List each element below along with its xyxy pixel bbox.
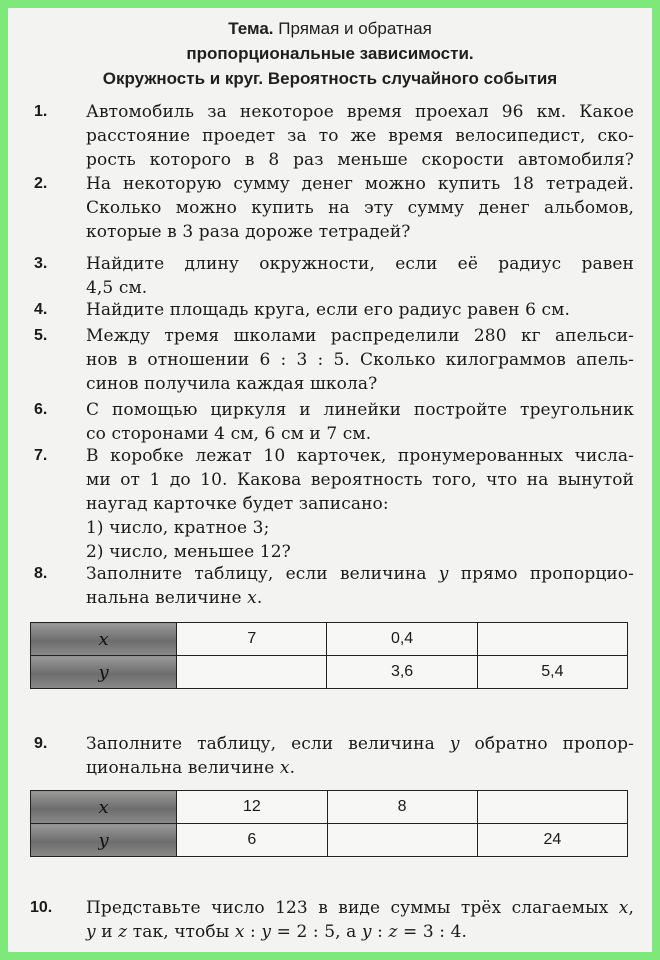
table-row-y <box>31 656 628 689</box>
task-text: = 2 : 5, а <box>271 922 362 942</box>
task-line: рость которого в 8 раз меньше скорости автомобиля? <box>86 150 634 170</box>
variable-y: y <box>261 922 272 942</box>
worksheet-page <box>8 8 652 952</box>
task-line: В коробке лежат 10 карточек, пронумерованных числа- <box>86 446 634 466</box>
task-number: 6. <box>34 401 48 418</box>
table-row-x <box>31 623 628 656</box>
task-text: Представьте число 123 в виде суммы трёх слагаемых <box>86 898 619 918</box>
task-text: Заполните таблицу, если величина <box>86 564 439 584</box>
task-line <box>86 586 634 610</box>
task-text: прямо пропорцио- <box>448 564 634 584</box>
table-row-y <box>31 824 628 857</box>
task-number: 10. <box>30 899 53 916</box>
task-line: Между тремя школами распределили 280 кг апельси- <box>86 326 634 346</box>
task-text: : <box>371 922 389 942</box>
task-line: синов получила каждая школа? <box>86 374 378 394</box>
task-line: Найдите длину окружности, если её радиус равен <box>86 254 634 274</box>
task-text: и <box>95 922 119 942</box>
row-label-x: x <box>31 623 177 656</box>
table-cell[interactable] <box>477 623 627 656</box>
table-cell[interactable]: 3,6 <box>327 656 477 689</box>
task-text: . <box>289 758 296 778</box>
task-text: циональна величине <box>86 758 280 778</box>
table-cell[interactable]: 8 <box>327 791 477 824</box>
title-line-3: Окружность и круг. Вероятность случайного события <box>102 69 558 88</box>
task-line <box>86 756 634 780</box>
task-number: 1. <box>34 103 48 120</box>
task-line: наугад карточке будет записано: <box>86 494 389 514</box>
task-text: так, чтобы <box>127 922 235 942</box>
task-number: 7. <box>34 447 48 464</box>
task-line: С помощью циркуля и линейки постройте треугольник <box>86 400 634 420</box>
row-label-y: y <box>31 824 177 857</box>
task-line: нов в отношении 6 : 3 : 5. Сколько килограммов апель- <box>86 350 634 370</box>
task-line: 4,5 см. <box>86 278 148 298</box>
table-cell[interactable]: 12 <box>177 791 327 824</box>
variable-y: y <box>449 734 460 754</box>
task-line: 1) число, кратное 3; <box>86 518 270 538</box>
task-number: 9. <box>34 735 48 752</box>
task-text: : <box>244 922 262 942</box>
table-cell[interactable]: 0,4 <box>327 623 477 656</box>
table-row-x <box>31 791 628 824</box>
task-line <box>86 562 634 586</box>
task-text: обратно пропор- <box>459 734 634 754</box>
variable-x: x <box>279 758 290 778</box>
title-topic-label: Тема. <box>228 19 274 38</box>
row-label-y: y <box>31 656 177 689</box>
worksheet-title <box>8 16 652 91</box>
table-inverse-proportion <box>30 790 628 857</box>
table-cell[interactable] <box>177 656 327 689</box>
table-cell[interactable]: 5,4 <box>477 656 627 689</box>
task-line: со сторонами 4 см, 6 см и 7 см. <box>86 424 372 444</box>
task-line: ми от 1 до 10. Какова вероятность того, что на вынутой <box>86 470 634 490</box>
task-line: Сколько можно купить на эту сумму денег альбомов, <box>86 198 634 218</box>
variable-y: y <box>438 564 449 584</box>
variable-y: y <box>86 922 96 942</box>
variable-x: x <box>234 922 245 942</box>
task-text: . <box>256 588 263 608</box>
table-cell[interactable] <box>327 824 477 857</box>
task-text: = 3 : 4. <box>397 922 468 942</box>
task-line <box>86 732 634 756</box>
title-line-2: пропорциональные зависимости. <box>186 44 474 63</box>
task-line <box>86 920 634 944</box>
table-cell[interactable]: 7 <box>177 623 327 656</box>
task-number: 2. <box>34 175 48 192</box>
task-line: Автомобиль за некоторое время проехал 96 км. Какое <box>86 102 634 122</box>
table-cell[interactable]: 24 <box>477 824 627 857</box>
task-text: нальна величине <box>86 588 248 608</box>
title-line-1: Прямая и обратная <box>273 19 432 38</box>
task-line: расстояние проедет за то же время велосипедист, ско- <box>86 126 634 146</box>
task-number: 3. <box>34 255 48 272</box>
variable-z: z <box>388 922 398 942</box>
variable-z: z <box>118 922 128 942</box>
task-line <box>86 896 634 920</box>
task-number: 5. <box>34 327 48 344</box>
table-direct-proportion <box>30 622 628 689</box>
task-text: Заполните таблицу, если величина <box>86 734 450 754</box>
variable-x: x <box>247 588 257 608</box>
task-line: которые в 3 раза дороже тетрадей? <box>86 222 411 242</box>
task-line: 2) число, меньшее 12? <box>86 542 291 562</box>
task-number: 4. <box>34 301 48 318</box>
variable-x: x <box>618 898 629 918</box>
task-line: На некоторую сумму денег можно купить 18 тетрадей. <box>86 174 634 194</box>
variable-y: y <box>361 922 372 942</box>
task-text: , <box>628 898 634 918</box>
table-cell[interactable] <box>477 791 627 824</box>
table-cell[interactable]: 6 <box>177 824 327 857</box>
row-label-x: x <box>31 791 177 824</box>
task-line: Найдите площадь круга, если его радиус равен 6 см. <box>86 300 570 320</box>
task-number: 8. <box>34 565 48 582</box>
